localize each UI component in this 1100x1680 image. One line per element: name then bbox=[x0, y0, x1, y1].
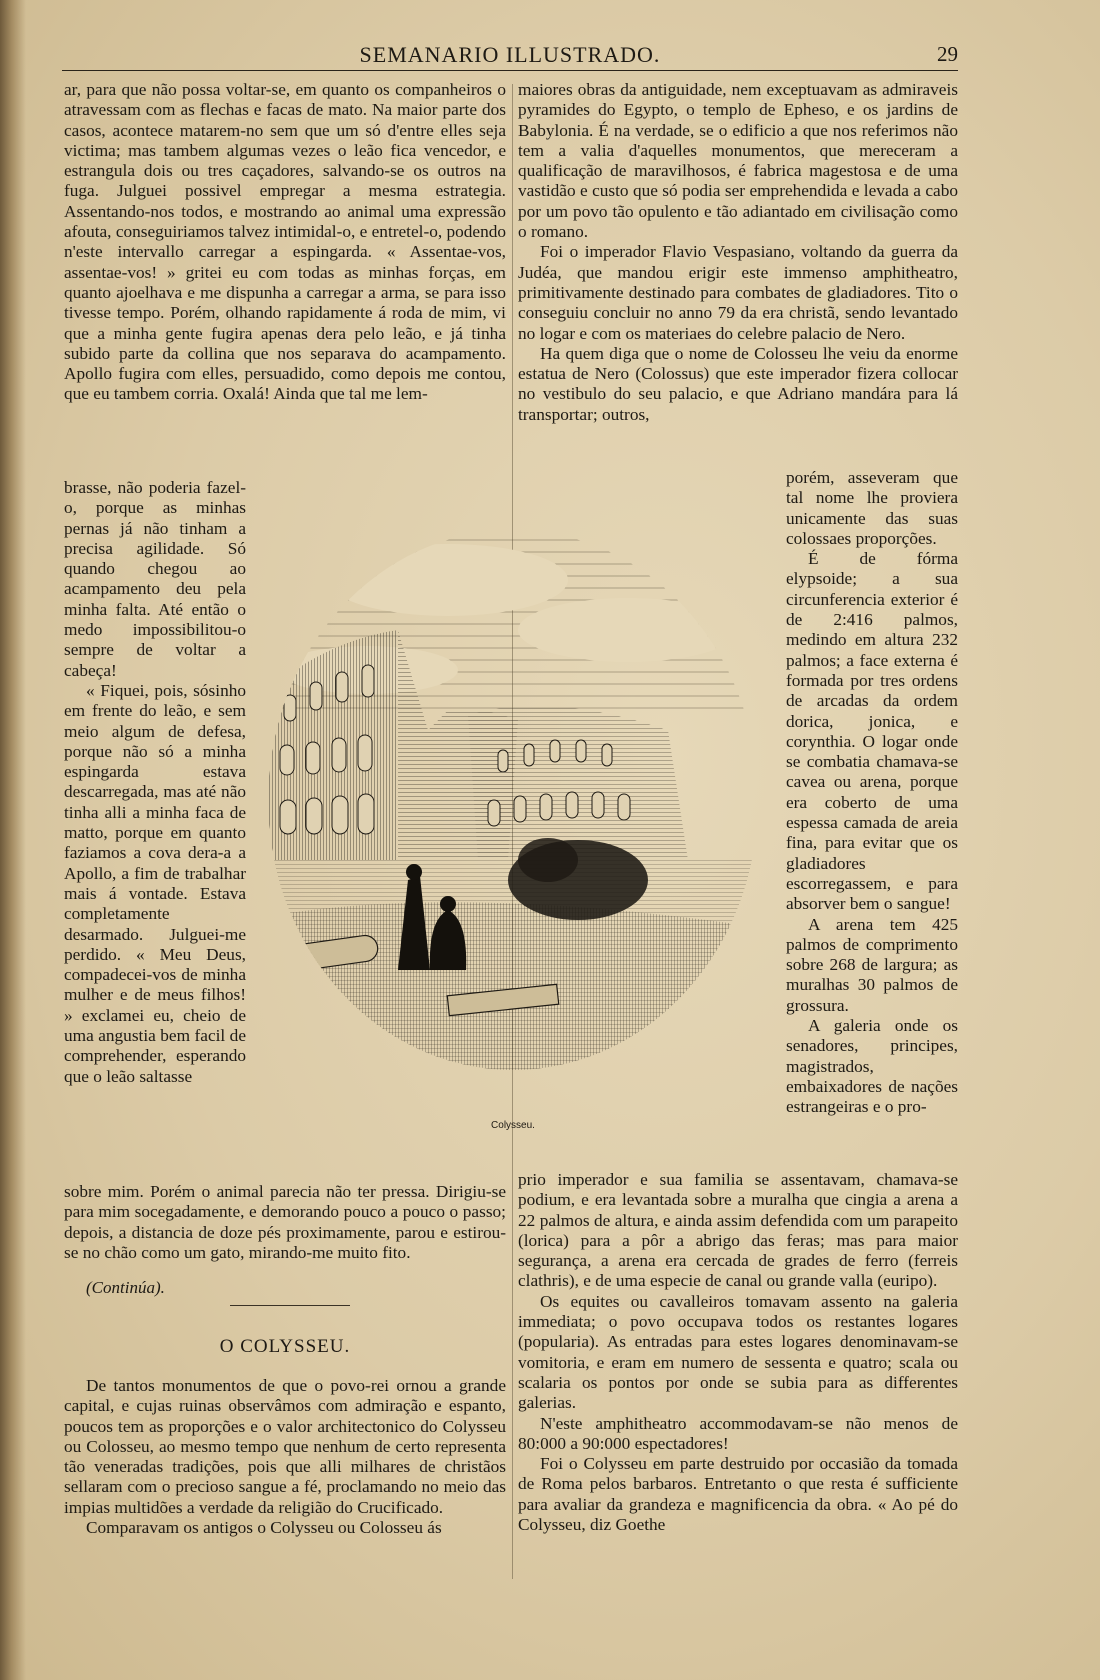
section-body bbox=[64, 1376, 506, 1576]
page-header bbox=[62, 40, 958, 71]
paragraph: Os equites ou cavalleiros tomavam assento na galeria immediata; o povo occupava todos os restantes logares (popularia). As entradas para estes logares denominavam-se vomitoria, e eram em numero de sessenta e quatro; scala ou scalaria os pontos por onde se subia para as differentes galerias. bbox=[518, 1291, 958, 1413]
paragraph: ar, para que não possa voltar-se, em quanto os companheiros o atravessam com as flechas e facas de mato. Na maior parte dos casos, acontece matarem-no sem que um só d'entre elles seja victima; mas tambem algumas vezes o leão fica vencedor, e estrangula dois ou tres caçadores, salvando-se os outros na fuga. Julguei possivel empregar a mesma estrategia. Assentando-nos todos, e mostrando ao animal uma expressão afouta, conseguiriamos talvez intimidal-o, e entretel-o, podendo n'este intervallo carregar a espingarda. « Assentae-vos, assentae-vos! » gritei eu com todas as minhas forças, em quanto ajoelhava e me dispunha a carregar a arma, se para isso tivesse tempo. Porém, olhando rapidamente á roda de mim, vi que a minha gente fugira apenas dera pelo leão, e já tinha subido parte da collina que nos separava do acampamento. Apollo fugira com elles, persuadido, como depois me contou, que eu tambem corria. Oxalá! Ainda que tal me lem- bbox=[64, 80, 506, 404]
continua-note: (Continúa). bbox=[86, 1278, 165, 1297]
colosseum-engraving bbox=[248, 500, 778, 1112]
left-wrap-column bbox=[64, 478, 246, 1087]
right-column-bottom bbox=[518, 1170, 958, 1590]
page-number: 29 bbox=[937, 42, 958, 66]
paragraph: De tantos monumentos de que o povo-rei ornou a grande capital, e cujas ruinas observâmos com admiração e espanto, poucos tem as proporções e o valor architectonico do Colysseu ou Colosseu, ao mesmo tempo que nenhum de certo representa tão veneradas tradições, pois que alli milhares de christãos sellaram com o precioso sangue a fé, proclamando no meio das impias multidões a verdade da religião do Crucificado. bbox=[64, 1376, 506, 1517]
paragraph: « Fiquei, pois, sósinho em frente do leão, e sem meio algum de defesa, porque não só a minha espingarda estava descarregada, mas até não tinha alli a minha faca de matto, porque em quanto faziamos a cova dera-a a Apollo, a fim de trabalhar mais á vontade. Estava completamente desarmado. Julguei-me perdido. « Meu Deus, compadecei-vos de minha mulher e de meus filhos! » exclamei eu, cheio de uma angustia bem facil de comprehender, esperando que o leão saltasse bbox=[64, 680, 246, 1086]
paragraph: Foi o imperador Flavio Vespasiano, voltando da guerra da Judéa, que mandou erigir este immenso amphitheatro, primitivamente destinado para combates de gladiadores. Tito o conseguiu concluir no anno 79 da era christã, sendo levantado no logar e com os materiaes do celebre palacio de Nero. bbox=[518, 242, 958, 343]
figure-caption: Colysseu. bbox=[491, 1120, 535, 1131]
paragraph: prio imperador e sua familia se assentavam, chamava-se podium, e era levantada sobre a muralha que cingia a arena a 22 palmos de altura, e ainda assim defendida com um parapeito (lorica) para a pôr a abrigo das feras; mas para maior segurança, a arena era cercada de grades de ferro (ferreis clathris), e de uma especie de canal ou grande valla (euripo). bbox=[518, 1170, 958, 1291]
paragraph: Foi o Colysseu em parte destruido por occasião da tomada de Roma pelos barbaros. Entretanto o que resta é sufficiente para avaliar da grandeza e magnificencia da obra. « Ao pé do Colysseu, diz Goethe bbox=[518, 1454, 958, 1535]
paragraph: Comparavam os antigos o Colysseu ou Colosseu ás bbox=[86, 1518, 442, 1538]
section-title: O COLYSSEU. bbox=[219, 1336, 351, 1357]
paragraph: brasse, não poderia fazel-o, porque as minhas pernas já não tinham a precisa agilidade. Só quando chegou ao acampamento deu pela minha falta. Até então o medo impossibilitou-o sempre de voltar a cabeça! bbox=[64, 478, 246, 680]
paragraph: É de fórma elypsoide; a sua circunferencia exterior é de 2:416 palmos, medindo em altura 232 palmos; a face externa é formada por tres ordens de arcadas da ordem dorica, jonica, e corynthia. O logar onde se combatia chamava-se cavea ou arena, porque era coberto de uma espessa camada de areia fina, para evitar que os gladiadores escorregassem, e para absorver bem o sangue! bbox=[786, 549, 958, 914]
paragraph: porém, asseveram que tal nome lhe proviera unicamente das suas colossaes proporções. bbox=[786, 468, 958, 548]
section-rule bbox=[230, 1305, 350, 1306]
paragraph: A galeria onde os senadores, principes, magistrados, embaixadores de nações estrangeiras e o pro- bbox=[786, 1016, 958, 1117]
right-wrap-column bbox=[786, 468, 958, 1118]
paragraph: maiores obras da antiguidade, nem exceptuavam as admiraveis pyramides do Egypto, o templo de Epheso, e os jardins de Babylonia. É na verdade, se o edificio a que nos referimos não tem a valia d'aquelles monumentos, que mereceram a qualificação de maravilhosos, é fabrica magestosa e de uma vastidão e custo que só podia ser emprehendida e levada a cabo por um povo tão opulento e tão adiantado em civilisação como o romano. bbox=[518, 80, 958, 242]
colosseum-illustration bbox=[248, 500, 778, 1131]
paragraph: N'este amphitheatro accommodavam-se não menos de 80:000 a 90:000 espectadores! bbox=[518, 1413, 958, 1453]
left-column-top bbox=[64, 80, 506, 474]
paragraph: A arena tem 425 palmos de comprimento sobre 268 de largura; as muralhas 30 palmos de grossura. bbox=[786, 914, 958, 1015]
book-spine-shadow bbox=[0, 0, 26, 1680]
left-column-bottom bbox=[64, 1182, 506, 1262]
right-column-top bbox=[518, 80, 958, 450]
paragraph: sobre mim. Porém o animal parecia não ter pressa. Dirigiu-se para mim socegadamente, e demorando pouco a pouco o passo; depois, a distancia de doze pés proximamente, parou e estirou-se no chão como um gato, mirando-me muito fito. bbox=[64, 1182, 506, 1262]
paragraph: Ha quem diga que o nome de Colosseu lhe veiu da enorme estatua de Nero (Colossus) que este imperador fizera collocar no vestibulo do seu palacio, e que Adriano mandára para lá transportar; outros, bbox=[518, 343, 958, 424]
running-title: SEMANARIO ILLUSTRADO. bbox=[359, 42, 661, 67]
